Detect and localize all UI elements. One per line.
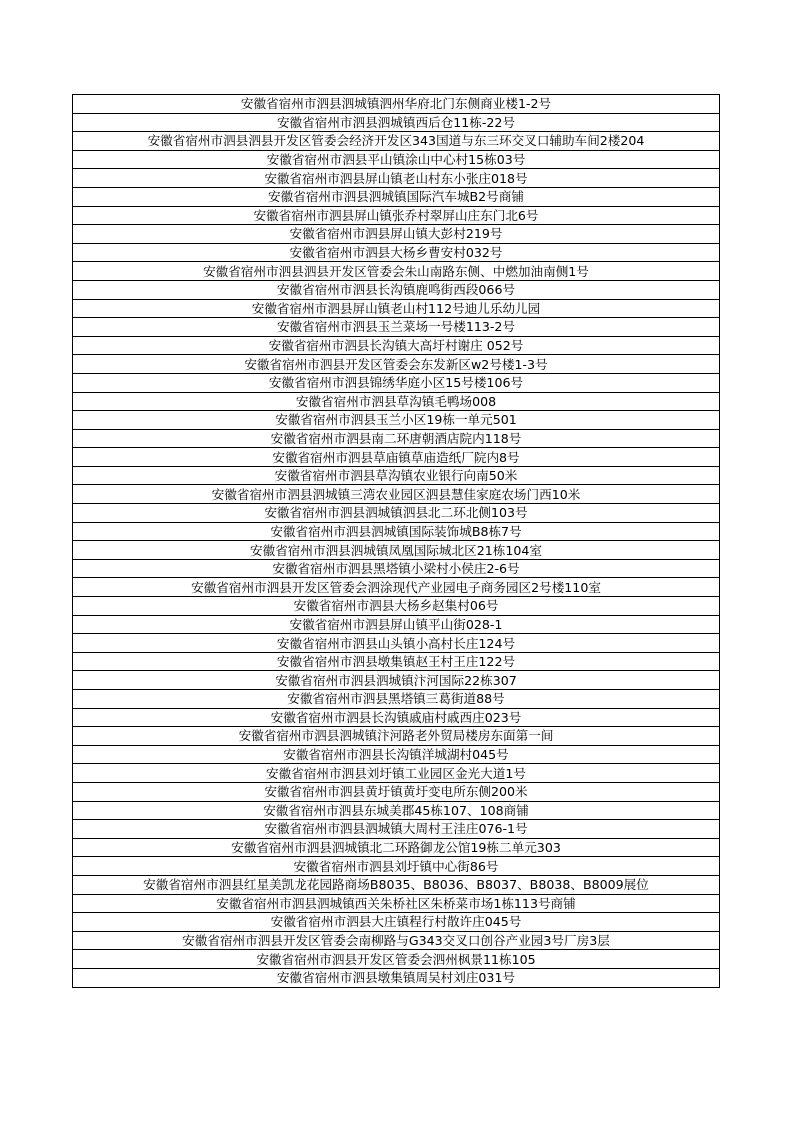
table-row bbox=[73, 448, 720, 467]
address-cell: 安徽省宿州市泗县草沟镇毛鸭场008 bbox=[73, 392, 720, 411]
table-row bbox=[73, 968, 720, 987]
address-cell: 安徽省宿州市泗县墩集镇周吴村刘庄031号 bbox=[73, 968, 720, 987]
table-row bbox=[73, 708, 720, 727]
address-cell: 安徽省宿州市泗县泗城镇汴河国际22栋307 bbox=[73, 671, 720, 690]
table-row bbox=[73, 336, 720, 355]
address-cell: 安徽省宿州市泗县山头镇小高村长庄124号 bbox=[73, 634, 720, 653]
address-cell: 安徽省宿州市泗县玉兰菜场一号楼113-2号 bbox=[73, 318, 720, 337]
address-cell: 安徽省宿州市泗县屏山镇平山街028-1 bbox=[73, 615, 720, 634]
table-row bbox=[73, 187, 720, 206]
address-cell: 安徽省宿州市泗县黑塔镇小梁村小侯庄2-6号 bbox=[73, 559, 720, 578]
address-table bbox=[72, 94, 720, 988]
table-row bbox=[73, 504, 720, 523]
address-cell: 安徽省宿州市泗县南二环唐朝酒店院内118号 bbox=[73, 429, 720, 448]
table-row bbox=[73, 634, 720, 653]
address-cell: 安徽省宿州市泗县黄圩镇黄圩变电所东侧200米 bbox=[73, 782, 720, 801]
table-row bbox=[73, 541, 720, 560]
table-row bbox=[73, 411, 720, 430]
address-cell: 安徽省宿州市泗县长沟镇洋城湖村045号 bbox=[73, 745, 720, 764]
table-row bbox=[73, 243, 720, 262]
table-row bbox=[73, 578, 720, 597]
table-row bbox=[73, 318, 720, 337]
address-cell: 安徽省宿州市泗县泗城镇汴河路老外贸局楼房东面第一间 bbox=[73, 727, 720, 746]
address-cell: 安徽省宿州市泗县开发区管委会泗州枫景11栋105 bbox=[73, 950, 720, 969]
table-row bbox=[73, 206, 720, 225]
address-cell: 安徽省宿州市泗县长沟镇鹿鸣街西段066号 bbox=[73, 280, 720, 299]
address-cell: 安徽省宿州市泗县黑塔镇三葛街道88号 bbox=[73, 690, 720, 709]
address-cell: 安徽省宿州市泗县泗城镇西后仓11栋-22号 bbox=[73, 113, 720, 132]
address-cell: 安徽省宿州市泗县锦绣华庭小区15号楼106号 bbox=[73, 373, 720, 392]
address-cell: 安徽省宿州市泗县泗城镇凤凰国际城北区21栋104室 bbox=[73, 541, 720, 560]
address-cell: 安徽省宿州市泗县长沟镇大高圩村谢庄 052号 bbox=[73, 336, 720, 355]
table-row bbox=[73, 597, 720, 616]
table-row bbox=[73, 652, 720, 671]
address-cell: 安徽省宿州市泗县泗城镇大周村王洼庄076-1号 bbox=[73, 820, 720, 839]
address-cell: 安徽省宿州市泗县泗城镇北二环路御龙公馆19栋二单元303 bbox=[73, 838, 720, 857]
table-row bbox=[73, 875, 720, 894]
table-row bbox=[73, 838, 720, 857]
address-cell: 安徽省宿州市泗县刘圩镇工业园区金光大道1号 bbox=[73, 764, 720, 783]
table-row bbox=[73, 150, 720, 169]
address-cell: 安徽省宿州市泗县开发区管委会泗涂现代产业园电子商务园区2号楼110室 bbox=[73, 578, 720, 597]
address-cell: 安徽省宿州市泗县屏山镇老山村东小张庄018号 bbox=[73, 169, 720, 188]
address-cell: 安徽省宿州市泗县屏山镇张乔村翠屏山庄东门北6号 bbox=[73, 206, 720, 225]
address-cell: 安徽省宿州市泗县泗城镇三湾农业园区泗县慧佳家庭农场门西10米 bbox=[73, 485, 720, 504]
address-cell: 安徽省宿州市泗县泗城镇泗县北二环北侧103号 bbox=[73, 504, 720, 523]
address-cell: 安徽省宿州市泗县泗城镇泗州华府北门东侧商业楼1-2号 bbox=[73, 95, 720, 114]
table-row bbox=[73, 931, 720, 950]
table-row bbox=[73, 950, 720, 969]
table-row bbox=[73, 745, 720, 764]
address-cell: 安徽省宿州市泗县刘圩镇中心街86号 bbox=[73, 857, 720, 876]
address-cell: 安徽省宿州市泗县玉兰小区19栋一单元501 bbox=[73, 411, 720, 430]
table-row bbox=[73, 559, 720, 578]
address-cell: 安徽省宿州市泗县大庄镇程行村散许庄045号 bbox=[73, 913, 720, 932]
table-row bbox=[73, 132, 720, 151]
table-row bbox=[73, 727, 720, 746]
address-cell: 安徽省宿州市泗县开发区管委会东发新区w2号楼1-3号 bbox=[73, 355, 720, 374]
address-cell: 安徽省宿州市泗县墩集镇赵王村王庄122号 bbox=[73, 652, 720, 671]
address-cell: 安徽省宿州市泗县开发区管委会南柳路与G343交叉口创谷产业园3号厂房3层 bbox=[73, 931, 720, 950]
table-row bbox=[73, 95, 720, 114]
address-cell: 安徽省宿州市泗县屏山镇老山村112号迪儿乐幼儿园 bbox=[73, 299, 720, 318]
table-row bbox=[73, 615, 720, 634]
address-cell: 安徽省宿州市泗县屏山镇大彭村219号 bbox=[73, 225, 720, 244]
address-cell: 安徽省宿州市泗县泗县开发区管委会经济开发区343国道与东三环交叉口辅助车间2楼204 bbox=[73, 132, 720, 151]
address-cell: 安徽省宿州市泗县东城美郡45栋107、108商铺 bbox=[73, 801, 720, 820]
table-row bbox=[73, 466, 720, 485]
address-cell: 安徽省宿州市泗县红星美凯龙花园路商场B8035、B8036、B8037、B8038、B8009展位 bbox=[73, 875, 720, 894]
address-cell: 安徽省宿州市泗县泗城镇国际汽车城B2号商铺 bbox=[73, 187, 720, 206]
address-cell: 安徽省宿州市泗县泗县开发区管委会朱山南路东侧、中燃加油南侧1号 bbox=[73, 262, 720, 281]
table-row bbox=[73, 392, 720, 411]
table-row bbox=[73, 820, 720, 839]
address-cell: 安徽省宿州市泗县草沟镇农业银行向南50米 bbox=[73, 466, 720, 485]
table-row bbox=[73, 913, 720, 932]
address-cell: 安徽省宿州市泗县泗城镇国际装饰城B8栋7号 bbox=[73, 522, 720, 541]
table-row bbox=[73, 280, 720, 299]
table-row bbox=[73, 262, 720, 281]
table-row bbox=[73, 857, 720, 876]
table-row bbox=[73, 690, 720, 709]
address-cell: 安徽省宿州市泗县长沟镇戚庙村戚西庄023号 bbox=[73, 708, 720, 727]
address-cell: 安徽省宿州市泗县草庙镇草庙造纸厂院内8号 bbox=[73, 448, 720, 467]
table-row bbox=[73, 355, 720, 374]
table-row bbox=[73, 671, 720, 690]
table-row bbox=[73, 169, 720, 188]
table-row bbox=[73, 801, 720, 820]
address-cell: 安徽省宿州市泗县大杨乡曹安村032号 bbox=[73, 243, 720, 262]
address-cell: 安徽省宿州市泗县泗城镇西关朱桥社区朱桥菜市场1栋113号商铺 bbox=[73, 894, 720, 913]
table-row bbox=[73, 782, 720, 801]
table-row bbox=[73, 764, 720, 783]
table-row bbox=[73, 522, 720, 541]
table-row bbox=[73, 113, 720, 132]
table-row bbox=[73, 299, 720, 318]
table-row bbox=[73, 225, 720, 244]
table-row bbox=[73, 429, 720, 448]
table-row bbox=[73, 485, 720, 504]
table-row bbox=[73, 894, 720, 913]
address-table-body bbox=[73, 95, 720, 988]
address-cell: 安徽省宿州市泗县大杨乡赵集村06号 bbox=[73, 597, 720, 616]
table-row bbox=[73, 373, 720, 392]
address-cell: 安徽省宿州市泗县平山镇涂山中心村15栋03号 bbox=[73, 150, 720, 169]
